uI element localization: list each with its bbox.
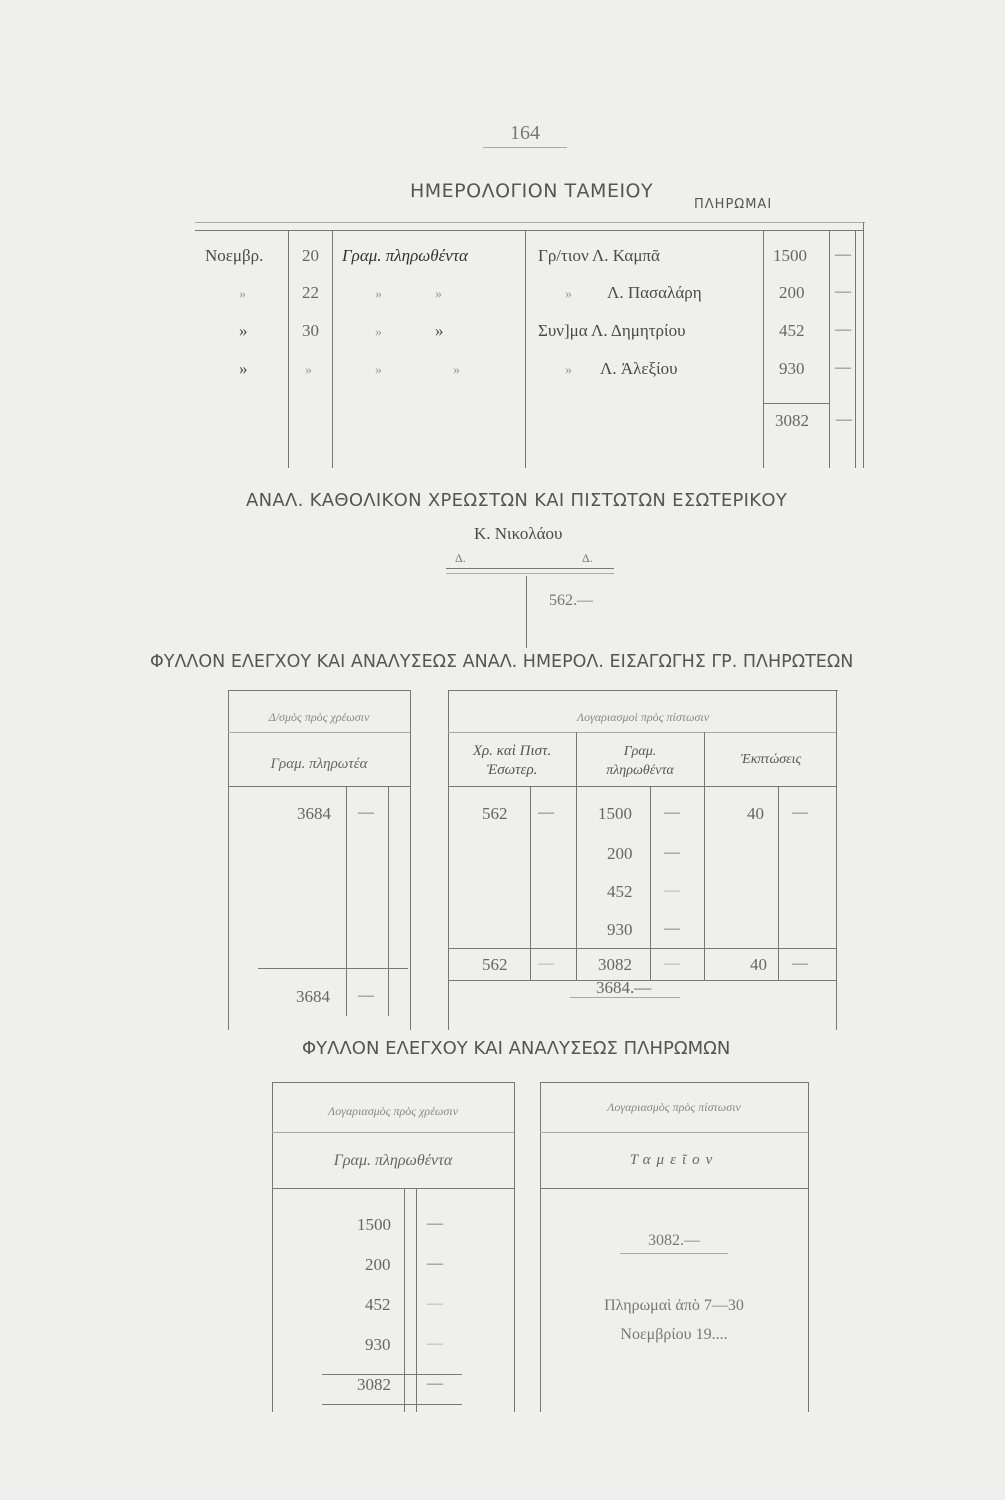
page-number: 164 [510,122,540,144]
ledger-left-label: Δ. [455,551,466,565]
account: Λ. Ἀλεξίου [600,359,678,378]
cs1-col1-dash: — [538,804,554,821]
cs1-col2-value: 452 [607,882,633,901]
ditto-mark: » [565,287,572,302]
cs1-debit-box [228,690,410,1030]
cs1-debit-total-dash: — [358,987,374,1004]
cs1-debit-col: Γραμ. πληρωτέα [270,756,368,772]
cs2-debit-dash: — [427,1295,443,1312]
ditto-mark: » [565,363,572,378]
cs2-debit-dash: — [427,1215,443,1232]
cs2-debit-header: Λογαριασμὸς πρὸς χρέωσιν [328,1104,458,1118]
account: Γρ/τιον Λ. Καμπᾶ [538,246,660,265]
amount: 200 [779,283,805,302]
dash: — [835,359,851,376]
cs1-total-col3: 40 [750,955,767,974]
cs1-credit-col3: Ἐκπτώσεις [740,752,802,767]
journal-row [195,283,865,313]
ledger-amount: 562.— [549,592,593,609]
cs1-col2-value: 200 [607,844,633,863]
dash: — [835,283,851,300]
cs1-credit-col2: Γραμ. πληρωθέντα [606,744,674,778]
control-sheet-2-title: ΦΥΛΛΟΝ ΕΛΕΓΧΟΥ ΚΑΙ ΑΝΑΛΥΣΕΩΣ ΠΛΗΡΩΜΩΝ [302,1038,731,1059]
cs2-debit-dash: — [427,1335,443,1352]
month: » [239,287,246,302]
cs2-note-line-1: Πληρωμαὶ ἀπὸ 7—30 [604,1297,744,1314]
cs1-total-col2-dash: — [664,955,680,972]
month: Νοεμβρ. [205,246,264,265]
ditto-mark: » [375,287,382,302]
cs2-debit-value: 930 [365,1335,391,1354]
cs2-debit-box [272,1082,514,1412]
cs1-col2-value: 1500 [598,804,632,823]
ledger-right-label: Δ. [582,551,593,565]
amount: 452 [779,321,805,340]
cs1-total-col1: 562 [482,955,508,974]
cs2-credit-header: Λογαριασμὸς πρὸς πίστωσιν [607,1100,741,1114]
account: Συν]μα Λ. Δημητρίου [538,321,686,340]
day: 30 [302,321,319,340]
dash: — [835,246,851,263]
description: Γραμ. πληρωθέντα [342,246,468,265]
cs1-total-col3-dash: — [792,955,808,972]
day: 22 [302,283,319,302]
journal-row [195,246,865,276]
cs2-debit-col: Γραμ. πληρωθέντα [333,1152,453,1169]
cs1-total-col1-dash: — [538,955,554,972]
day: » [305,363,312,378]
cs2-debit-value: 200 [365,1255,391,1274]
cs1-col2-value: 930 [607,920,633,939]
journal-total: 3082 [775,411,809,430]
cs2-debit-value: 452 [365,1295,391,1314]
dash: — [835,321,851,338]
cs2-credit-col: Ταμεῖον [629,1152,719,1168]
cs1-col2-dash: — [664,804,680,821]
cs2-debit-total-dash: — [427,1375,443,1392]
cs2-note-line-2: Νοεμβρίου 19.... [620,1326,728,1343]
control-sheet-1-title: ΦΥΛΛΟΝ ΕΛΕΓΧΟΥ ΚΑΙ ΑΝΑΛΥΣΕΩΣ ΑΝΑΛ. ΗΜΕΡΟΛ. ΕΙΣΑΓΩΓΗΣ ΓΡ. ΠΛΗΡΩΤΕΩΝ [150,652,854,672]
ditto-mark: » [375,363,382,378]
ditto-mark: » [435,287,442,302]
cs1-total-col2: 3082 [598,955,632,974]
cs1-col1-value: 562 [482,804,508,823]
cs2-debit-value: 1500 [357,1215,391,1234]
ledger-title: ΑΝΑΛ. ΚΑΘΟΛΙΚΟΝ ΧΡΕΩΣΤΩΝ ΚΑΙ ΠΙΣΤΩΤΩΝ ΕΣΩΤΕΡΙΚΟΥ [246,490,788,511]
ditto-mark: » [375,325,382,340]
account: Λ. Πασαλάρη [607,283,702,302]
cs1-col3-value: 40 [747,804,764,823]
cs1-debit-dash: — [358,804,374,821]
ledger-account-name: Κ. Νικολάου [474,524,563,543]
cs2-debit-total: 3082 [357,1375,391,1394]
cs1-col2-dash: — [664,920,680,937]
journal-title: ΗΜΕΡΟΛΟΓΙΟΝ ΤΑΜΕΙΟΥ [410,180,654,202]
cs1-credit-header: Λογαριασμοὶ πρὸς πίστωσιν [576,710,710,724]
cs1-col2-dash: — [664,882,680,899]
month: » [239,321,248,340]
cs1-debit-header: Δ/σμὸς πρὸς χρέωσιν [268,710,370,724]
journal-total-dash: — [836,411,852,428]
amount: 1500 [773,246,807,265]
cs1-col3-dash: — [792,804,808,821]
journal-subtitle: ΠΛΗΡΩΜΑΙ [694,197,773,212]
cs2-credit-amount: 3082.— [648,1232,700,1249]
amount: 930 [779,359,805,378]
cs1-debit-value: 3684 [297,804,331,823]
ditto-mark: » [453,363,460,378]
cs1-credit-col1: Χρ. καὶ Πιστ. Ἐσωτερ. [472,743,552,778]
day: 20 [302,246,319,265]
journal-row [195,359,865,389]
journal-row [195,321,865,351]
month: » [239,359,248,378]
cs1-debit-total: 3684 [296,987,330,1006]
cs1-col2-dash: — [664,844,680,861]
cs2-debit-dash: — [427,1255,443,1272]
ditto-mark: » [435,321,444,340]
cs1-grand-total: 3684.— [596,978,652,997]
